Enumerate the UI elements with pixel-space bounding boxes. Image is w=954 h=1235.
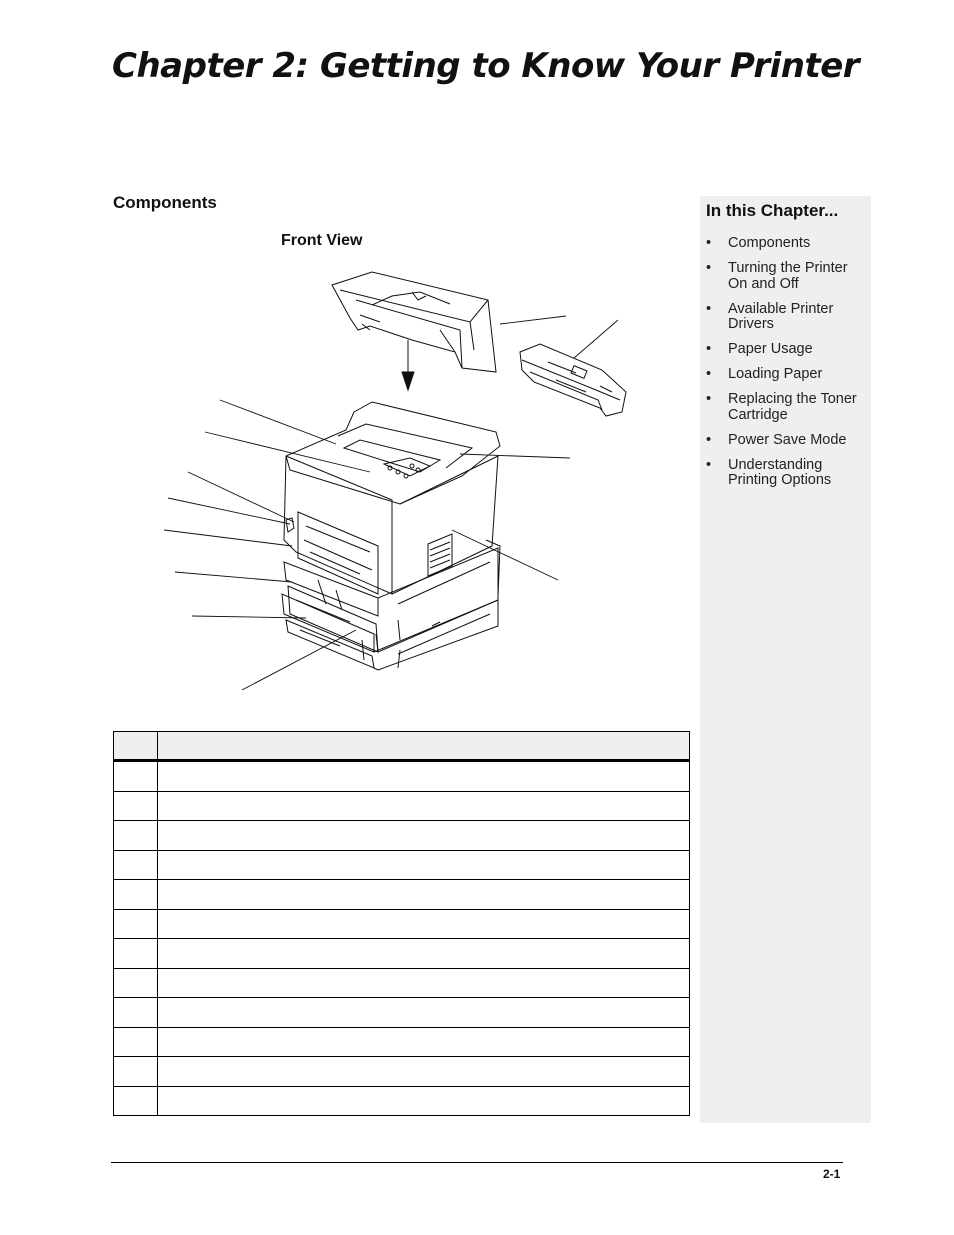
cell-number bbox=[114, 968, 158, 998]
bullet-icon: • bbox=[706, 260, 712, 276]
cell-number bbox=[114, 791, 158, 821]
toc-item-replacing-toner[interactable] bbox=[700, 392, 868, 423]
toc-item-turning-printer-on-off[interactable] bbox=[700, 261, 868, 292]
table-row bbox=[114, 880, 690, 910]
table-row bbox=[114, 998, 690, 1028]
cell-number bbox=[114, 850, 158, 880]
cell-number bbox=[114, 821, 158, 851]
arrow-icon bbox=[402, 340, 414, 390]
cell-number bbox=[114, 761, 158, 792]
bullet-icon: • bbox=[706, 235, 712, 251]
table-row bbox=[114, 1057, 690, 1087]
table-row bbox=[114, 909, 690, 939]
cell-component bbox=[158, 998, 690, 1028]
toc-item-components[interactable] bbox=[700, 236, 868, 252]
toc-item-label: Replacing the Toner Cartridge bbox=[728, 391, 857, 423]
table-header-row bbox=[114, 732, 690, 761]
cell-component bbox=[158, 1086, 690, 1116]
printer-body-image bbox=[284, 402, 500, 596]
header-cell-component bbox=[158, 732, 690, 761]
cell-component bbox=[158, 791, 690, 821]
page-number: 2-1 bbox=[823, 1167, 841, 1181]
bullet-icon: • bbox=[706, 391, 712, 407]
table-row bbox=[114, 939, 690, 969]
toc-item-label: Paper Usage bbox=[728, 341, 813, 357]
header-cell-number bbox=[114, 732, 158, 761]
toc-item-paper-usage[interactable] bbox=[700, 342, 868, 358]
toc-item-label: Turning the Printer On and Off bbox=[728, 260, 848, 292]
bullet-icon: • bbox=[706, 341, 712, 357]
cell-number bbox=[114, 1027, 158, 1057]
table-row bbox=[114, 791, 690, 821]
components-table-body bbox=[114, 732, 690, 1116]
toner-cartridge-image bbox=[520, 344, 626, 416]
toc-item-label: Available Printer Drivers bbox=[728, 300, 834, 332]
cell-component bbox=[158, 880, 690, 910]
figure-caption: Front View bbox=[281, 232, 363, 249]
bullet-icon: • bbox=[706, 456, 712, 473]
chapter-title: Chapter 2: Getting to Know Your Printer bbox=[112, 46, 860, 86]
toc-item-power-save-mode[interactable] bbox=[700, 433, 868, 449]
cell-component bbox=[158, 1057, 690, 1087]
cell-component bbox=[158, 968, 690, 998]
callout-lines bbox=[164, 316, 618, 690]
cell-component bbox=[158, 850, 690, 880]
chapter-contents-sidebar bbox=[700, 196, 871, 1123]
cell-number bbox=[114, 939, 158, 969]
toc-item-label: Power Save Mode bbox=[728, 431, 847, 448]
toc-item-label: Components bbox=[728, 235, 811, 251]
footer-rule bbox=[111, 1162, 843, 1163]
cell-number bbox=[114, 998, 158, 1028]
printer-illustration bbox=[150, 262, 650, 702]
table-row bbox=[114, 761, 690, 792]
cell-component bbox=[158, 821, 690, 851]
cell-number bbox=[114, 880, 158, 910]
output-tray-image bbox=[332, 272, 496, 372]
chapter-contents-list bbox=[700, 236, 868, 498]
toc-item-printing-options[interactable] bbox=[700, 458, 868, 489]
cell-number bbox=[114, 1086, 158, 1116]
cell-component bbox=[158, 909, 690, 939]
toc-item-label: Loading Paper bbox=[728, 366, 823, 382]
toc-item-printer-drivers[interactable] bbox=[700, 302, 868, 333]
section-heading: Components bbox=[113, 193, 217, 212]
cell-component bbox=[158, 1027, 690, 1057]
toc-item-loading-paper[interactable] bbox=[700, 367, 868, 383]
cell-number bbox=[114, 1057, 158, 1087]
table-row bbox=[114, 821, 690, 851]
cell-component bbox=[158, 939, 690, 969]
bullet-icon: • bbox=[706, 300, 712, 317]
components-table bbox=[113, 731, 690, 1116]
cell-component bbox=[158, 761, 690, 792]
cell-number bbox=[114, 909, 158, 939]
table-row bbox=[114, 850, 690, 880]
table-row bbox=[114, 968, 690, 998]
bullet-icon: • bbox=[706, 366, 712, 382]
table-row bbox=[114, 1027, 690, 1057]
sidebar-heading: In this Chapter... bbox=[706, 201, 839, 220]
toc-item-label: Understanding Printing Options bbox=[728, 456, 832, 488]
table-row bbox=[114, 1086, 690, 1116]
bullet-icon: • bbox=[706, 431, 712, 448]
